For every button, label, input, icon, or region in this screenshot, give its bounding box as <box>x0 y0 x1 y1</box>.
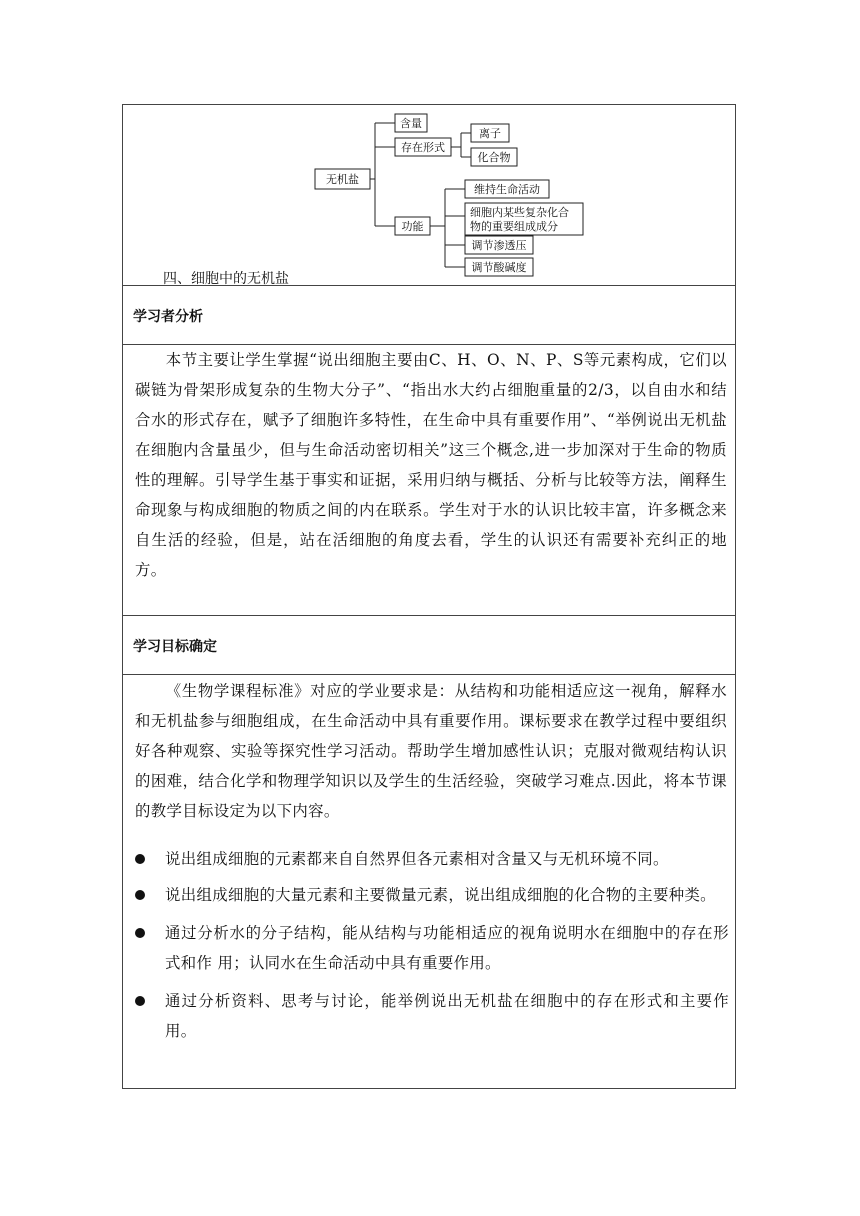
goal-text: 说出组成细胞的元素都来自自然界但各元素相对含量又与无机环境不同。 <box>165 850 669 868</box>
section-caption: 四、细胞中的无机盐 <box>163 271 289 287</box>
learner-analysis-body: 本节主要让学生掌握“说出细胞主要由C、H、O、N、P、S等元素构成，它们以碳链为骨架形成复杂的生物大分子”、“指出水大约占细胞重量的2/3，以自由水和结合水的形式存在，赋予了细胞许多特性，在生命中具有重要作用”、“举例说出无机盐在细胞内含量虽少，但与生命活动密切相关”这三个概念,进一步加深对于生命的物质性的理解。引导学生基于事实和证据，采用归纳与概括、分析与比较等方法，阐释生命现象与构成细胞的物质之间的内在联系。学生对于水的认识比较丰富，许多概念来自生活的经验，但是，站在活细胞的角度去看，学生的认识还有需要补充纠正的地方。 <box>135 351 727 579</box>
acid-base-label: 调节酸碱度 <box>471 261 527 274</box>
list-item <box>129 918 729 978</box>
goal-text: 通过分析资料、思考与讨论，能举例说出无机盐在细胞中的存在形式和主要作用。 <box>165 992 729 1040</box>
complex-compound-label-line1: 细胞内某些复杂化合 <box>470 206 569 219</box>
root-label: 无机盐 <box>326 173 359 186</box>
inorganic-salt-section <box>123 105 735 285</box>
compound-label: 化合物 <box>477 151 511 164</box>
row-divider <box>123 674 735 675</box>
root-connector <box>370 123 395 226</box>
bullet-icon <box>135 996 145 1006</box>
goal-text: 说出组成细胞的大量元素和主要微量元素，说出组成细胞的化合物的主要种类。 <box>165 886 716 904</box>
form-connector <box>451 133 471 157</box>
learner-analysis-heading: 学习者分析 <box>133 309 203 325</box>
learning-goals-list <box>129 844 729 1046</box>
ion-label: 离子 <box>479 127 501 140</box>
complex-compound-label-line2: 物的重要组成成分 <box>470 220 558 233</box>
learning-goals-heading: 学习目标确定 <box>133 639 217 655</box>
inorganic-salt-concept-map <box>313 111 593 283</box>
row-divider <box>123 285 735 286</box>
function-connector <box>430 189 465 267</box>
learning-goals-body: 《生物学课程标准》对应的学业要求是：从结构和功能相适应这一视角，解释水和无机盐参与细胞组成，在生命活动中具有重要作用。课标要求在教学过程中要组织好各种观察、实验等探究性学习活动。帮助学生增加感性认识；克服对微观结构认识的困难，结合化学和物理学知识以及学生的生活经验，突破学习难点.因此，将本节课的教学目标设定为以下内容。 <box>135 682 727 820</box>
goal-text: 通过分析水的分子结构，能从结构与功能相适应的视角说明水在细胞中的存在形式和作 用；认同水在生命活动中具有重要作用。 <box>165 924 729 972</box>
list-item <box>129 844 729 874</box>
maintain-life-label: 维持生命活动 <box>474 183 540 196</box>
form-label: 存在形式 <box>401 141 445 154</box>
osmotic-label: 调节渗透压 <box>471 239 527 252</box>
function-label: 功能 <box>401 220 424 233</box>
list-item <box>129 986 729 1046</box>
list-item <box>129 880 729 910</box>
content-label: 含量 <box>400 117 422 130</box>
bullet-icon <box>135 854 145 864</box>
bullet-icon <box>135 928 145 938</box>
bullet-icon <box>135 890 145 900</box>
lesson-plan-table <box>122 104 736 1089</box>
row-divider <box>123 615 735 616</box>
